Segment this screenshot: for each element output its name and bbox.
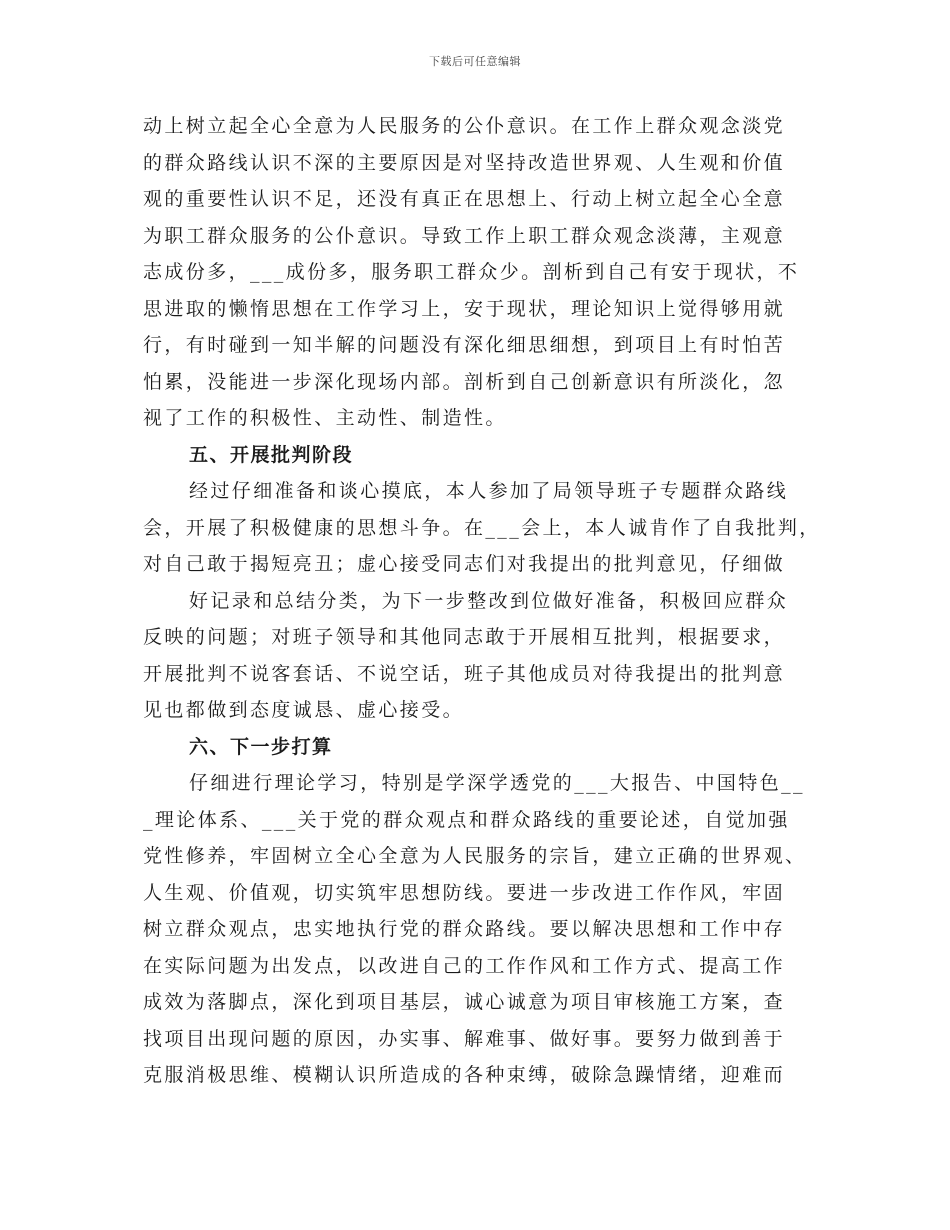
page-header: 下载后可任意编辑	[429, 55, 521, 68]
paragraph-line: 在实际问题为出发点，以改进自己的工作作风和工作方式、提高工作	[143, 954, 786, 977]
paragraph-line: 树立群众观点，忠实地执行党的群众路线。要以解决思想和工作中存	[143, 918, 786, 940]
paragraph-line: 观的重要性认识不足，还没有真正在思想上、行动上树立起全心全意	[143, 188, 786, 210]
paragraph-line: 开展批判不说客套话、不说空话，班子其他成员对待我提出的批判意	[143, 662, 786, 685]
paragraph-line: 视了工作的积极性、主动性、制造性。	[143, 407, 507, 429]
paragraph-line: 经过仔细准备和谈心摸底，本人参加了局领导班子专题群众路线	[189, 480, 789, 502]
paragraph-line: 反映的问题；对班子领导和其他同志敢于开展相互批判，根据要求，	[143, 626, 786, 648]
paragraph-line: 对自己敢于揭短亮丑；虚心接受同志们对我提出的批判意见，仔细做	[143, 553, 786, 575]
paragraph-line: 克服消极思维、模糊认识所造成的各种束缚，破除急躁情绪，迎难而	[143, 1064, 786, 1086]
paragraph-line: 仔细进行理论学习，特别是学深学透党的___大报告、中国特色__	[189, 772, 805, 794]
paragraph-line: _理论体系、___关于党的群众观点和群众路线的重要论述，自觉加强	[143, 808, 790, 831]
paragraph-line: 好记录和总结分类，为下一步整改到位做好准备，积极回应群众	[189, 589, 789, 612]
paragraph-line: 见也都做到态度诚恳、虚心接受。	[143, 699, 465, 721]
paragraph-line: 会，开展了积极健康的思想斗争。在___会上，本人诚肯作了自我批判，	[143, 516, 821, 539]
paragraph-line: 成效为落脚点，深化到项目基层，诚心诚意为项目审核施工方案，查	[143, 991, 786, 1013]
section-heading: 五、开展批判阶段	[189, 443, 354, 466]
paragraph-line: 思进取的懒惰思想在工作学习上，安于现状，理论知识上觉得够用就	[143, 297, 786, 320]
paragraph-line: 人生观、价值观，切实筑牢思想防线。要进一步改进工作作风，牢固	[143, 881, 786, 904]
paragraph-line: 为职工群众服务的公仆意识。导致工作上职工群众观念淡薄，主观意	[143, 224, 786, 247]
paragraph-line: 动上树立起全心全意为人民服务的公仆意识。在工作上群众观念淡党	[143, 115, 786, 137]
section-heading: 六、下一步打算	[189, 735, 333, 758]
paragraph-line: 行，有时碰到一知半解的问题没有深化细思细想，到项目上有时怕苦	[143, 334, 786, 356]
paragraph-line: 怕累，没能进一步深化现场内部。剖析到自己创新意识有所淡化，忽	[143, 370, 786, 393]
paragraph-line: 找项目出现问题的原因，办实事、解难事、做好事。要努力做到善于	[143, 1027, 786, 1050]
paragraph-line: 党性修养，牢固树立全心全意为人民服务的宗旨，建立正确的世界观、	[143, 845, 807, 867]
document-body	[143, 108, 823, 1094]
paragraph-line: 的群众路线认识不深的主要原因是对坚持改造世界观、人生观和价值	[143, 151, 786, 174]
paragraph-line: 志成份多，___成份多，服务职工群众少。剖析到自己有安于现状，不	[143, 261, 800, 283]
